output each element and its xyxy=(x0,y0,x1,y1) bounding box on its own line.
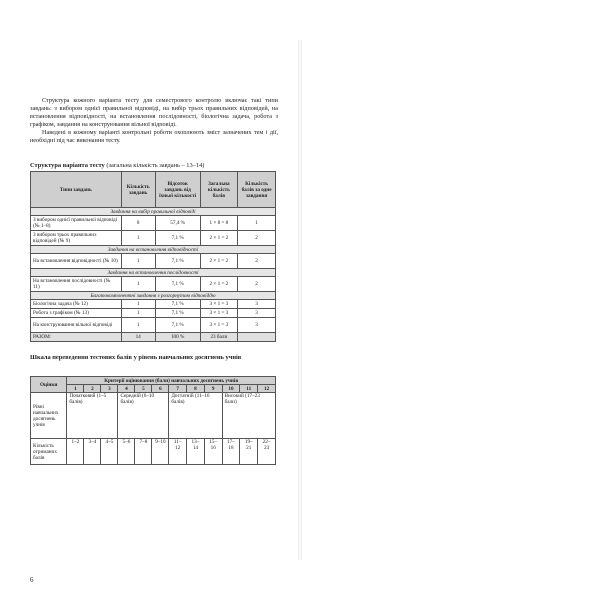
th-total-points: Загальна кількість балів xyxy=(200,172,238,208)
th-criteria: Критерії оцінювання (бали) навчальних досягнень учнів xyxy=(67,377,276,385)
points-cell: 15–16 xyxy=(204,439,222,465)
grade-header: 12 xyxy=(258,385,276,393)
grade-header: 2 xyxy=(84,385,101,393)
th-grades: Оцінки xyxy=(31,377,67,393)
structure-title-normal: (загальна кількість завдань – 13–14) xyxy=(106,162,205,169)
grade-header: 1 xyxy=(67,385,84,393)
intro-paragraph-2: Наведені в кожному варіанті контрольні роботи охоплюють зміст зазначених тем і дії, необхідні під час виконання тесту. xyxy=(30,129,278,145)
points-cell: 17–18 xyxy=(222,439,240,465)
section-sequence: Завдання на встановлення послідовності xyxy=(31,269,276,277)
points-cell: 4–5 xyxy=(101,439,118,465)
points-cell: 13–14 xyxy=(187,439,205,465)
points-row xyxy=(31,439,276,465)
section-choice: Завдання на вибір правильної відповіді xyxy=(31,208,276,216)
th-percent: Відсоток завдань від їхньої кількості xyxy=(155,172,200,208)
page-number-left: 6 xyxy=(30,576,34,584)
grade-header: 7 xyxy=(169,385,187,393)
table-row: На встановлення послідовності (№ 11) 1 7,1 % 2 × 1 = 2 2 xyxy=(31,277,276,292)
level-initial: Початковий (1–5 балів) xyxy=(67,393,118,439)
points-cell: 22–23 xyxy=(258,439,276,465)
grade-header: 3 xyxy=(101,385,118,393)
structure-table xyxy=(30,171,276,342)
grade-header: 5 xyxy=(135,385,152,393)
levels-label: Рівні навчальних досягнень учнів xyxy=(31,393,67,439)
points-label: Кількість отриманих балів xyxy=(31,439,67,465)
points-cell: 7–8 xyxy=(135,439,152,465)
points-cell: 5–6 xyxy=(118,439,135,465)
scale-table xyxy=(30,376,276,465)
th-points-per-task: Кількість балів за одне завдання xyxy=(238,172,276,208)
right-page xyxy=(300,0,600,600)
section-matching: Завдання на встановлення відповідності xyxy=(31,246,276,254)
table-total-row: РАЗОМ: 14 100 % 23 бали xyxy=(31,333,276,342)
th-task-types: Типи завдань xyxy=(31,172,122,208)
grade-header: 6 xyxy=(152,385,169,393)
grade-header: 11 xyxy=(240,385,258,393)
grade-header: 9 xyxy=(204,385,222,393)
points-cell: 1–2 xyxy=(67,439,84,465)
table-row: На конструювання вільної відповіді 1 7,1 % 3 × 1 = 3 3 xyxy=(31,318,276,333)
level-medium: Середній (6–10 балів) xyxy=(118,393,169,439)
structure-title xyxy=(30,162,278,169)
points-cell: 3–4 xyxy=(84,439,101,465)
th-count: Кількість завдань xyxy=(121,172,155,208)
levels-row xyxy=(31,393,276,439)
points-cell: 19–21 xyxy=(240,439,258,465)
points-cell: 11–12 xyxy=(169,439,187,465)
table-row: На встановлення відповідності (№ 10) 1 7,1 % 2 × 1 = 2 2 xyxy=(31,254,276,269)
intro-text xyxy=(30,97,278,146)
table-row: Біологічна задача (№ 12) 1 7,1 % 3 × 1 = 3 3 xyxy=(31,300,276,309)
points-cell: 9–10 xyxy=(152,439,169,465)
grade-header: 8 xyxy=(187,385,205,393)
grades-row xyxy=(31,385,276,393)
level-high: Високий (17–23 бали) xyxy=(222,393,275,439)
scale-title: Шкала переведення тестових балів у рівень навчальних досягнень учнів xyxy=(30,354,242,361)
table-row: З вибором трьох правильних відповідей (№ 9) 1 7,1 % 2 × 1 = 2 2 xyxy=(31,231,276,246)
structure-title-bold: Структура варіанта тесту xyxy=(30,162,105,169)
section-multicomponent: Багатокомпонентні завдання з розгорнутою відповіддю xyxy=(31,292,276,300)
table-row: Робота з графіком (№ 13) 1 7,1 % 3 × 1 = 3 3 xyxy=(31,309,276,318)
intro-paragraph-1: Структура кожного варіанта тесту для семестрового контролю включає такі типи завдань: з вибором однієї правильної відповіді, на вибір трьох правильних відповідей, на встановлення відповідності, на встановлення послідовності, біологічна задача, робота з графіком, завдання на конструювання вільної відповіді. xyxy=(30,97,278,129)
level-sufficient: Достатній (11–16 балів) xyxy=(169,393,222,439)
grade-header: 10 xyxy=(222,385,240,393)
table-row: З вибором однієї правильної відповіді (№ 1–8) 8 57,4 % 1 × 8 = 8 1 xyxy=(31,216,276,231)
grade-header: 4 xyxy=(118,385,135,393)
